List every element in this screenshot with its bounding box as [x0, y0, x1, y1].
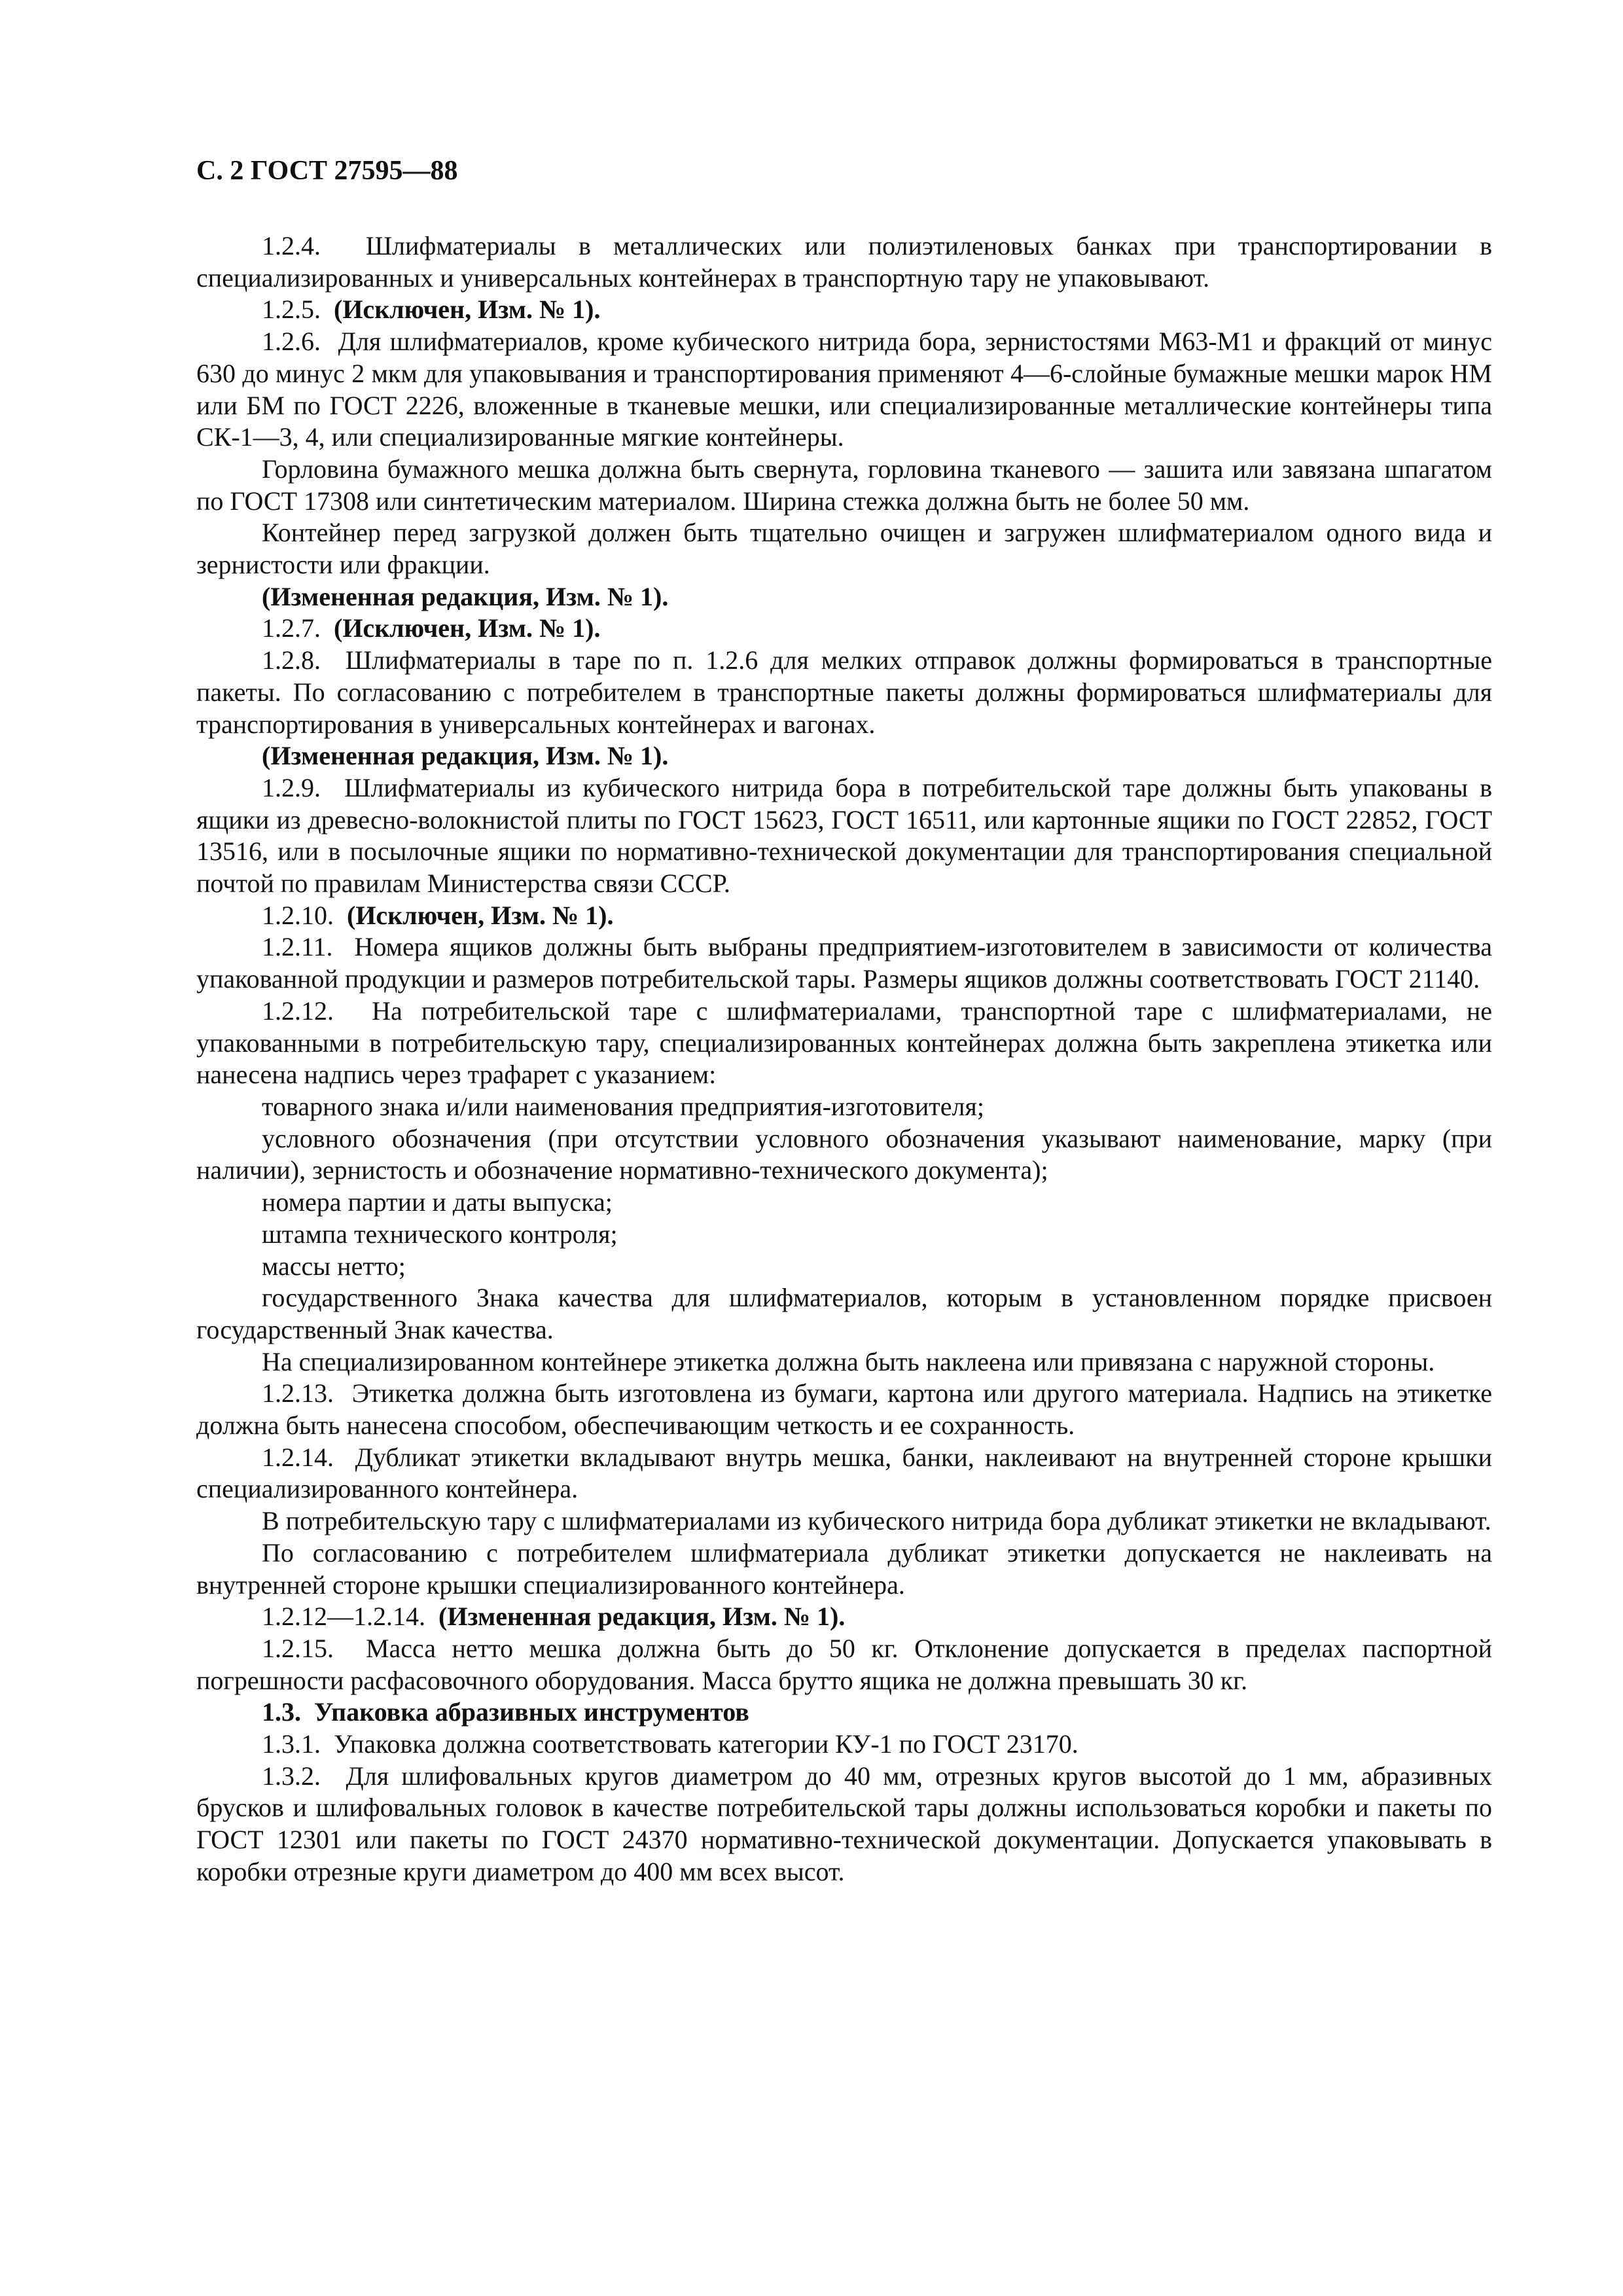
- amendment-note: (Исключен, Изм. № 1).: [347, 900, 614, 930]
- paragraph: [196, 1601, 1492, 1633]
- paragraph: [196, 294, 1492, 326]
- clause-number: 1.2.12—1.2.14.: [262, 1602, 425, 1632]
- paragraph: [196, 454, 1492, 517]
- paragraph-text: штампа технического контроля;: [262, 1219, 618, 1249]
- clause-number: 1.2.12.: [262, 996, 334, 1026]
- clause-number: 1.2.4.: [262, 231, 321, 260]
- page-header: С. 2 ГОСТ 27595—88: [196, 156, 458, 186]
- section-title: Упаковка абразивных инструментов: [314, 1697, 749, 1727]
- paragraph: [196, 645, 1492, 740]
- paragraph-text: номера партии и даты выпуска;: [262, 1187, 613, 1217]
- clause-number: 1.2.10.: [262, 900, 334, 930]
- paragraph-text: Шлифматериалы в таре по п. 1.2.6 для мелких отправок должны формироваться в транспортные пакеты. По согласованию с потребителем в транспортные пакеты должны формироваться шлифматериалы для транспортирования в универсальных контейнерах и вагонах.: [196, 645, 1492, 739]
- clause-number: 1.2.7.: [262, 613, 321, 643]
- clause-number: 1.3.: [262, 1697, 301, 1727]
- paragraph: [196, 1251, 1492, 1283]
- paragraph-text: условного обозначения (при отсутствии условного обозначения указывают наименование, марку (при наличии), зернистость и обозначение нормативно-технического документа);: [196, 1123, 1492, 1185]
- paragraph: [196, 1091, 1492, 1123]
- paragraph: [196, 996, 1492, 1091]
- paragraph: [196, 772, 1492, 900]
- clause-number: 1.2.14.: [262, 1442, 334, 1472]
- amendment-note: (Исключен, Изм. № 1).: [334, 613, 601, 643]
- clause-number: 1.2.6.: [262, 327, 321, 357]
- paragraph-text: товарного знака и/или наименования предприятия-изготовителя;: [262, 1091, 984, 1121]
- paragraph-text: Упаковка должна соответствовать категории КУ-1 по ГОСТ 23170.: [334, 1729, 1079, 1759]
- paragraph: [196, 1442, 1492, 1505]
- amendment-note: (Измененная редакция, Изм. № 1).: [262, 741, 669, 771]
- paragraph: [196, 1696, 1492, 1729]
- paragraph-text: Масса нетто мешка должна быть до 50 кг. Отклонение допускается в пределах паспортной погрешности расфасовочного оборудования. Масса брутто ящика не должна превышать 30 кг.: [196, 1633, 1492, 1695]
- paragraph-text: На потребительской таре с шлифматериалами, транспортной таре с шлифматериалами, не упакованными в потребительскую тару, специализированных контейнерах должна быть закреплена этикетка или нанесена надпись через трафарет с указанием:: [196, 996, 1493, 1090]
- paragraph-text: Горловина бумажного мешка должна быть свернута, горловина тканевого — зашита или завязана шпагатом по ГОСТ 17308 или синтетическим материалом. Ширина стежка должна быть не более 50 мм.: [196, 454, 1492, 516]
- paragraph-text: По согласованию с потребителем шлифматериала дубликат этикетки допускается не наклеивать на внутренней стороне крышки специализированного контейнера.: [196, 1537, 1492, 1600]
- paragraph-text: Дубликат этикетки вкладывают внутрь мешка, банки, наклеивают на внутренней стороне крышки специализированного контейнера.: [196, 1442, 1493, 1504]
- paragraph-text: Шлифматериалы из кубического нитрида бора в потребительской таре должны быть упакованы в ящики из древесно-волокнистой плиты по ГОСТ 15623, ГОСТ 16511, или картонные ящики по ГОСТ 22852, ГОСТ 13516, или в посылочные ящики по нормативно-технической документации для транспортирования специальной почтой по правилам Министерства связи СССР.: [196, 772, 1492, 899]
- paragraph: [196, 581, 1492, 613]
- paragraph-text: В потребительскую тару с шлифматериалами из кубического нитрида бора дубликат этикетки не вкладывают.: [262, 1506, 1491, 1536]
- paragraph-text: Номера ящиков должны быть выбраны предприятием-изготовителем в зависимости от количества упакованной продукции и размеров потребительской тары. Размеры ящиков должны соответствовать ГОСТ 21140.: [196, 932, 1493, 994]
- paragraph: [196, 1282, 1492, 1346]
- paragraph: [196, 1219, 1492, 1251]
- paragraph-text: На специализированном контейнере этикетка должна быть наклеена или привязана с наружной стороны.: [262, 1346, 1435, 1376]
- paragraph: [196, 613, 1492, 645]
- paragraph: [196, 1123, 1492, 1187]
- clause-number: 1.2.13.: [262, 1378, 334, 1408]
- clause-number: 1.3.2.: [262, 1761, 321, 1791]
- clause-number: 1.3.1.: [262, 1729, 321, 1759]
- document-body: [196, 230, 1492, 1888]
- paragraph-text: массы нетто;: [262, 1251, 406, 1281]
- paragraph-text: Шлифматериалы в металлических или полиэтиленовых банках при транспортировании в специализированных и универсальных контейнерах в транспортную тару не упаковывают.: [196, 231, 1493, 293]
- paragraph-text: Для шлифовальных кругов диаметром до 40 мм, отрезных кругов высотой до 1 мм, абразивных брусков и шлифовальных головок в качестве потребительской тары должны использоваться коробки и пакеты по ГОСТ 12301 или пакеты по ГОСТ 24370 нормативно-технической документации. Допускается упаковывать в коробки отрезные круги диаметром до 400 мм всех высот.: [196, 1761, 1492, 1886]
- paragraph: [196, 326, 1492, 454]
- paragraph-text: Для шлифматериалов, кроме кубического нитрида бора, зернистостями М63-М1 и фракций от минус 630 до минус 2 мкм для упаковывания и транспортирования применяют 4—6-слойные бумажные мешки марок НМ или БМ по ГОСТ 2226, вложенные в тканевые мешки, или специализированные металлические контейнеры типа СК-1—3, 4, или специализированные мягкие контейнеры.: [196, 327, 1492, 452]
- amendment-note: (Измененная редакция, Изм. № 1).: [438, 1602, 846, 1632]
- amendment-note: (Исключен, Изм. № 1).: [334, 295, 601, 325]
- paragraph-text: государственного Знака качества для шлифматериалов, которым в установленном порядке присвоен государственный Знак качества.: [196, 1283, 1492, 1344]
- paragraph: [196, 230, 1492, 294]
- clause-number: 1.2.5.: [262, 295, 321, 325]
- paragraph: [196, 1729, 1492, 1761]
- paragraph: [196, 1187, 1492, 1219]
- clause-number: 1.2.11.: [262, 932, 333, 962]
- paragraph: [196, 1505, 1492, 1537]
- clause-number: 1.2.8.: [262, 645, 321, 675]
- paragraph-text: Контейнер перед загрузкой должен быть тщательно очищен и загружен шлифматериалом одного вида и зернистости или фракции.: [196, 518, 1492, 580]
- paragraph: [196, 1346, 1492, 1378]
- paragraph: [196, 900, 1492, 932]
- clause-number: 1.2.15.: [262, 1633, 334, 1663]
- paragraph: [196, 517, 1492, 581]
- paragraph: [196, 1378, 1492, 1441]
- paragraph: [196, 931, 1492, 995]
- clause-number: 1.2.9.: [262, 772, 321, 802]
- paragraph-text: Этикетка должна быть изготовлена из бумаги, картона или другого материала. Надпись на этикетке должна быть нанесена способом, обеспечивающим четкость и ее сохранность.: [196, 1378, 1493, 1441]
- paragraph: [196, 1537, 1492, 1601]
- paragraph: [196, 1761, 1492, 1888]
- amendment-note: (Измененная редакция, Изм. № 1).: [262, 581, 669, 611]
- paragraph: [196, 740, 1492, 772]
- paragraph: [196, 1633, 1492, 1696]
